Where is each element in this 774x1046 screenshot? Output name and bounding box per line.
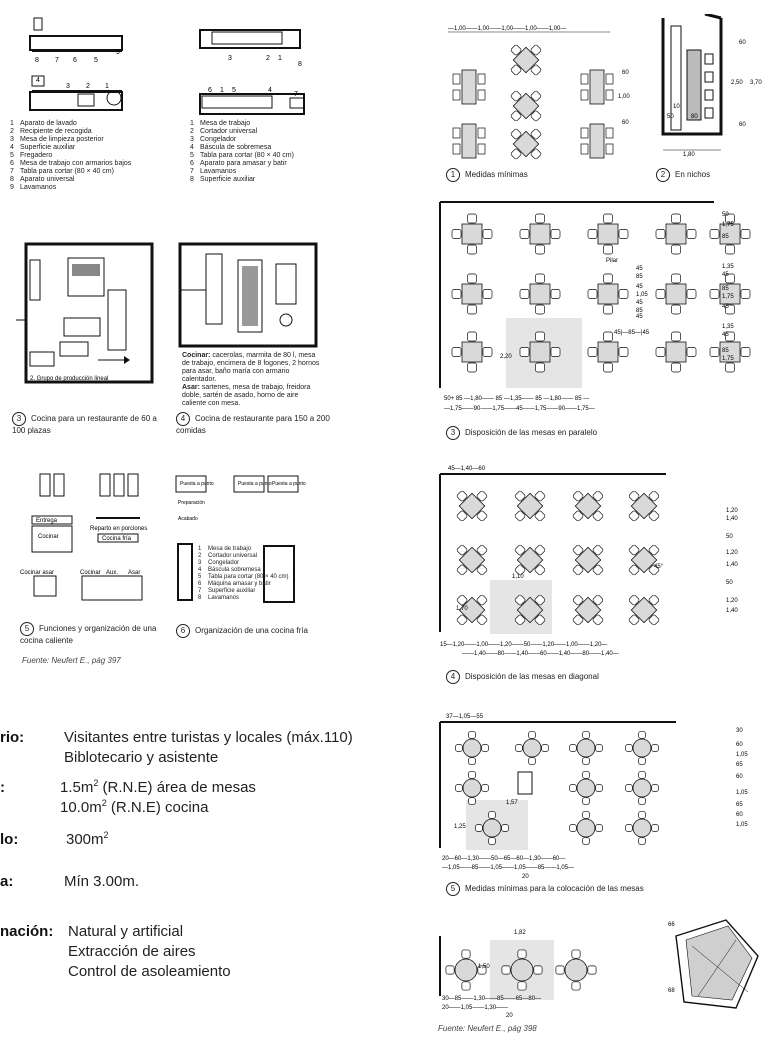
legend-text: Aparato de lavado <box>20 120 77 127</box>
dimension-label: 85 <box>636 274 643 280</box>
legend-item <box>190 168 360 176</box>
f1-v2: 1,00 <box>618 94 630 100</box>
legend-item <box>190 128 360 136</box>
right-caption-5 <box>446 882 644 896</box>
f1-v1: 60 <box>622 70 629 76</box>
req-line: Visitantes entre turistas y locales (máx.110) <box>64 729 353 746</box>
legend-text: Mesa de trabajo <box>208 546 252 552</box>
caption-text: En nichos <box>675 170 711 180</box>
note-asar-text: sartenes, mesa de trabajo, freidora doble, sartén de asado, horno de aire caliente con mesa. <box>182 384 311 407</box>
table-square <box>710 214 750 254</box>
table-square <box>656 332 696 372</box>
table-square <box>452 332 492 372</box>
req-label: a: <box>0 873 14 890</box>
req-label: nación: <box>0 923 54 940</box>
legend-item <box>10 144 180 152</box>
table-square <box>500 34 551 85</box>
legend-number: 1 <box>198 546 202 552</box>
f2-inner-b: 50 <box>667 114 674 120</box>
f3-left: 2,20 <box>500 354 512 360</box>
legend-number: 6 <box>10 160 14 167</box>
legend-item <box>198 581 288 588</box>
f6-left: 1,50 <box>478 964 490 970</box>
table-round <box>570 772 603 805</box>
caption-number: 4 <box>446 670 460 684</box>
req-value <box>60 778 256 818</box>
table-square <box>446 534 497 585</box>
dimension-label: 65 <box>736 802 743 808</box>
fig2-plan <box>198 26 318 121</box>
caption-number: 4 <box>176 412 190 426</box>
caption-number: 3 <box>446 426 460 440</box>
right-fig5 <box>436 708 770 880</box>
svg-text:9: 9 <box>116 49 120 56</box>
req-line: Extracción de aires <box>68 943 196 960</box>
right-fig6 <box>436 916 770 1020</box>
right-fig4 <box>436 462 770 658</box>
fig5-drawing <box>20 470 170 610</box>
fig1-legend <box>10 120 180 192</box>
table-square <box>452 214 492 254</box>
right-caption-4 <box>446 670 599 684</box>
svg-text:1: 1 <box>278 55 282 62</box>
legend-text: Recipiente de recogida <box>20 128 92 135</box>
f3-row-dims: 45|—85—|45 <box>614 330 650 336</box>
legend-text: Tabla para cortar (80 × 40 cm) <box>200 152 294 159</box>
table-round <box>570 732 603 765</box>
caption-text: Disposición de las mesas en paralelo <box>465 428 598 438</box>
dimension-label: 1,20 <box>726 508 738 514</box>
fig6-preparacion: Preparación <box>178 500 205 506</box>
f1-dims: —1,00——1,00——1,00——1,00——1,00— <box>448 26 567 32</box>
table-square <box>656 274 696 314</box>
svg-text:2: 2 <box>86 83 90 90</box>
table-round <box>570 812 603 845</box>
table-rect <box>453 124 485 158</box>
legend-item <box>198 574 288 581</box>
caption-number: 3 <box>12 412 26 426</box>
req-line: $300m^2$ <box>66 830 109 848</box>
dimension-label: 1,35 <box>722 324 734 330</box>
table-square <box>588 274 628 314</box>
table-square <box>562 534 613 585</box>
table-round <box>556 950 596 990</box>
caption-number: 1 <box>446 168 460 182</box>
dimension-label: 45 <box>636 300 643 306</box>
dimension-label: 45 <box>722 332 729 338</box>
legend-number: 7 <box>10 168 14 175</box>
legend-text: Tabla para cortar (80 × 40 cm) <box>208 574 289 580</box>
fig5-aux: Aux. <box>106 570 119 576</box>
svg-text:6: 6 <box>208 87 212 94</box>
svg-text:4: 4 <box>268 87 272 94</box>
table-square <box>618 534 669 585</box>
legend-text: Aparato para amasar y batir <box>200 160 287 167</box>
f5-mid: 1,57 <box>506 800 518 806</box>
right-fig3 <box>436 200 770 420</box>
legend-number: 1 <box>190 120 194 127</box>
fig6-puesta: Puesta a punto <box>180 481 214 487</box>
legend-item <box>198 588 288 595</box>
f2-b: 2,50 <box>731 80 743 86</box>
table-square <box>588 214 628 254</box>
fig6-acabado: Acabado <box>178 516 198 522</box>
svg-text:3: 3 <box>66 83 70 90</box>
right-fig2 <box>655 14 770 162</box>
caption-text: Cocina para un restaurante de 60 a 100 plazas <box>12 414 157 435</box>
legend-text: Lavamanos <box>200 168 237 175</box>
legend-text: Superficie auxiliar <box>208 588 256 594</box>
plan-a-label: 2. Grupo de producción lineal <box>30 376 109 382</box>
note-cocinar-text: cacerolas, marmita de 80 l, mesa de trabajo, encimera de 8 fogones, 2 hornos para asar, baño maría con armario calentador. <box>182 352 320 383</box>
table-round <box>456 732 489 765</box>
legend-number: 8 <box>10 176 14 183</box>
legend-text: Lavamanos <box>208 595 240 601</box>
table-square <box>656 214 696 254</box>
legend-number: 5 <box>190 152 194 159</box>
table-square <box>562 584 613 635</box>
table-square <box>452 274 492 314</box>
legend-number: 6 <box>190 160 194 167</box>
dimension-label: 45 <box>636 314 643 320</box>
f6-b3: 20 <box>506 1013 513 1019</box>
f3-b2: —1,75——90——1,75——45——1,75——90——1,75— <box>444 406 595 412</box>
legend-text: Mesa de trabajo <box>200 120 251 127</box>
fig2-legend <box>190 120 360 184</box>
dimension-label: 60 <box>736 742 743 748</box>
caption-number: 5 <box>20 622 34 636</box>
fig6-legend <box>198 546 288 602</box>
right-fig5-drawing <box>436 708 770 880</box>
req-line: Mín 3.00m. <box>64 873 140 890</box>
dimension-label: 65 <box>736 762 743 768</box>
req-line: Natural y artificial <box>68 923 184 940</box>
fig6-puesta-3: Puesta a punto <box>272 481 306 487</box>
f4-b2: ——1,40——80——1,40——60——1,40——80——1,40— <box>462 651 619 657</box>
caption-number: 6 <box>176 624 190 638</box>
svg-text:2: 2 <box>266 55 270 62</box>
caption-number: 2 <box>656 168 670 182</box>
legend-item <box>190 120 360 128</box>
f3-b1: 50+ 85 —1,80—— 85 —1,35—— 85 —1,80—— 85 — <box>444 396 590 402</box>
fig5-cocinar: Cocinar <box>38 534 59 540</box>
f2-inner-a: 10 <box>673 104 680 110</box>
legend-text: Congelador <box>200 136 237 143</box>
legend-text: Aparato universal <box>20 176 75 183</box>
req-value <box>64 728 353 768</box>
dimension-label: 1,05 <box>736 752 748 758</box>
table-round <box>456 772 489 805</box>
legend-number: 1 <box>10 120 14 127</box>
svg-text:8: 8 <box>35 57 39 64</box>
fig5-cocina-fria: Cocina fría <box>102 536 132 542</box>
fig5-reparto: Reparto en porciones <box>90 526 148 532</box>
left-caption-4 <box>176 412 336 435</box>
dimension-label: 85 <box>722 348 729 354</box>
kitchen-plan-b-drawing <box>176 240 322 350</box>
table-round <box>626 732 659 765</box>
legend-item <box>190 152 360 160</box>
req-line: Biblotecario y asistente <box>64 749 219 766</box>
table-square <box>500 118 551 168</box>
legend-number: 7 <box>198 588 202 594</box>
source-right: Fuente: Neufert E., pág 398 <box>438 1024 537 1033</box>
f2-a: 60 <box>739 40 746 46</box>
dimension-label: 1,75 <box>722 222 734 228</box>
table-square <box>446 480 497 531</box>
legend-number: 6 <box>198 581 202 587</box>
f6-d1: 66 <box>668 922 675 928</box>
fig6-puesta-2: Puesta a punto <box>238 481 272 487</box>
svg-text:5: 5 <box>94 57 98 64</box>
dimension-label: 85 <box>636 308 643 314</box>
right-fig6-drawing <box>436 916 770 1020</box>
table-round <box>446 950 486 990</box>
dimension-label: 45 <box>722 304 729 310</box>
right-caption-1 <box>446 168 528 182</box>
legend-text: Congelador <box>208 560 240 566</box>
dimension-label: 50 <box>726 580 733 586</box>
legend-item <box>198 567 288 574</box>
fig5-cocinar2: Cocinar <box>80 570 101 576</box>
caption-text: Cocina de restaurante para 150 a 200 comidas <box>176 414 330 435</box>
table-rect <box>581 124 613 158</box>
req-value <box>66 830 109 850</box>
table-square <box>618 480 669 531</box>
fig1-plan <box>28 14 128 114</box>
legend-item <box>10 160 180 168</box>
legend-item <box>10 120 180 128</box>
f1-v3: 60 <box>622 120 629 126</box>
table-round <box>626 772 659 805</box>
f5-b1: 20—60—1,30——50—65—60—1,30——60— <box>442 856 566 862</box>
table-square <box>710 332 750 372</box>
fig5-diagram <box>20 470 170 610</box>
left-caption-5 <box>20 622 170 645</box>
note-asar-title: Asar: <box>182 384 200 391</box>
legend-item <box>198 595 288 602</box>
legend-item <box>190 144 360 152</box>
f5-top: 37—1,05—55 <box>446 714 484 720</box>
left-caption-6 <box>176 624 336 638</box>
dimension-label: 85 <box>722 286 729 292</box>
right-fig4-drawing <box>436 462 770 658</box>
left-caption-3 <box>12 412 172 435</box>
legend-number: 8 <box>198 595 202 601</box>
table-round <box>626 812 659 845</box>
right-caption-2 <box>656 168 710 182</box>
fig5-asar: Asar <box>128 570 141 576</box>
legend-text: Máquina amasar y batir <box>208 581 271 587</box>
table-square <box>588 332 628 372</box>
legend-item <box>10 152 180 160</box>
req-label: : <box>0 779 5 796</box>
legend-text: Superficie auxiliar <box>20 144 76 151</box>
dimension-label: 1,40 <box>726 608 738 614</box>
dimension-label: 1,05 <box>736 822 748 828</box>
req-line: Control de asoleamiento <box>68 963 231 980</box>
legend-text: Fregadero <box>20 152 53 159</box>
legend-text: Lavamanos <box>20 184 57 191</box>
legend-number: 9 <box>10 184 14 191</box>
legend-item <box>10 168 180 176</box>
svg-text:1: 1 <box>220 87 224 94</box>
dimension-label: 30 <box>736 728 743 734</box>
f4-top: 45—1,40—60 <box>448 466 486 472</box>
legend-item <box>198 553 288 560</box>
legend-item <box>10 128 180 136</box>
right-fig3-drawing <box>436 200 770 420</box>
f6-top: 1,82 <box>514 930 526 936</box>
dimension-label: 1,05 <box>636 292 648 298</box>
caption-text: Organización de una cocina fría <box>195 626 308 636</box>
legend-item <box>198 546 288 553</box>
dimension-label: 45 <box>636 266 643 272</box>
table-round <box>516 732 549 765</box>
f2-inner-c: 80 <box>691 114 698 120</box>
legend-number: 2 <box>198 553 202 559</box>
dimension-label: 85 <box>722 234 729 240</box>
f2-d: 60 <box>739 122 746 128</box>
table-square <box>618 584 669 635</box>
f5-left: 1,25 <box>454 824 466 830</box>
legend-item <box>10 136 180 144</box>
svg-text:7: 7 <box>55 57 59 64</box>
legend-item <box>190 160 360 168</box>
svg-text:4: 4 <box>36 77 40 84</box>
fig5-cocinar-asar: Cocinar asar <box>20 570 55 576</box>
table-square <box>446 584 497 635</box>
req-line: $10.0m^2$ (R.N.E) cocina <box>60 798 209 816</box>
f4-left: 1,70 <box>456 606 468 612</box>
req-value <box>64 872 139 892</box>
dimension-label: 60 <box>736 812 743 818</box>
legend-number: 5 <box>198 574 202 580</box>
legend-item <box>10 184 180 192</box>
legend-text: Mesa de limpieza posterior <box>20 136 104 143</box>
right-caption-3 <box>446 426 597 440</box>
dimension-label: 45 <box>722 272 729 278</box>
svg-text:1: 1 <box>105 83 109 90</box>
dimension-label: 60 <box>736 774 743 780</box>
dimension-label: 50 <box>726 534 733 540</box>
right-fig2-drawing <box>655 14 770 162</box>
dimension-label: 1,40 <box>726 516 738 522</box>
f6-b1: 30—85——1,30——85——65—80— <box>442 996 542 1002</box>
req-line: $1.5m^2$ (R.N.E) área de mesas <box>60 778 256 796</box>
legend-text: Superficie auxiliar <box>200 176 256 183</box>
kitchen-note <box>182 352 322 408</box>
legend-number: 3 <box>10 136 14 143</box>
note-cocinar-title: Cocinar: <box>182 352 211 359</box>
legend-number: 4 <box>10 144 14 151</box>
dimension-label: 1,75 <box>722 294 734 300</box>
legend-text: Mesa de trabajo con armarios bajos <box>20 160 132 167</box>
right-fig1 <box>440 20 640 168</box>
svg-text:5: 5 <box>232 87 236 94</box>
caption-text: Disposición de las mesas en diagonal <box>465 672 599 682</box>
legend-number: 4 <box>190 144 194 151</box>
req-label: lo: <box>0 831 19 848</box>
caption-text: Medidas mínimas para la colocación de las mesas <box>465 884 644 894</box>
legend-number: 3 <box>198 560 202 566</box>
table-square <box>520 214 560 254</box>
svg-text:8: 8 <box>298 61 302 68</box>
dimension-label: 1,05 <box>736 790 748 796</box>
requirements-list <box>0 728 420 988</box>
svg-text:3: 3 <box>228 55 232 62</box>
table-square <box>520 274 560 314</box>
kitchen-plan-a <box>12 240 160 388</box>
dimension-label: 45 <box>636 284 643 290</box>
right-fig1-drawing <box>440 20 640 168</box>
f4-b1: 15—1,20——1,00——1,20——50——1,20——1,00——1,20— <box>440 642 608 648</box>
legend-text: Tabla para cortar (80 × 40 cm) <box>20 168 114 175</box>
legend-item <box>190 176 360 184</box>
legend-item <box>198 560 288 567</box>
table-square <box>504 480 555 531</box>
legend-number: 5 <box>10 152 14 159</box>
svg-text:6: 6 <box>73 57 77 64</box>
fig5-entrega: Entrega <box>36 518 58 524</box>
source-left: Fuente: Neufert E., pág 397 <box>22 656 121 665</box>
req-value <box>68 922 231 982</box>
fig1-plan-drawing <box>28 14 128 114</box>
dimension-label: 50 <box>722 212 729 218</box>
dimension-label: 1,40 <box>726 562 738 568</box>
dimension-label: 1,35 <box>722 264 734 270</box>
f6-b2: 20——1,05——1,30—— <box>442 1005 509 1011</box>
legend-number: 2 <box>10 128 14 135</box>
table-square <box>500 80 551 131</box>
f2-bottom: 1,80 <box>683 152 695 158</box>
f5-b2: —1,05——85——1,05——1,05——85——1,05— <box>442 865 575 871</box>
table-square <box>562 480 613 531</box>
legend-item <box>190 136 360 144</box>
fig2-plan-drawing <box>198 26 318 121</box>
legend-text: Cortador universal <box>200 128 258 135</box>
table-rect <box>581 70 613 104</box>
dimension-label: 1,75 <box>722 356 734 362</box>
legend-text: Báscula sobremesa <box>208 567 261 573</box>
legend-number: 8 <box>190 176 194 183</box>
legend-number: 3 <box>190 136 194 143</box>
req-label: rio: <box>0 729 25 746</box>
legend-item <box>10 176 180 184</box>
caption-text: Medidas mínimas <box>465 170 528 180</box>
caption-number: 5 <box>446 882 460 896</box>
f3-pilar: Pilar <box>606 258 619 264</box>
f6-d2: 68 <box>668 988 675 994</box>
table-rect <box>453 70 485 104</box>
f4-mid: 1,10 <box>512 574 524 580</box>
legend-number: 7 <box>190 168 194 175</box>
legend-text: Báscula de sobremesa <box>200 144 272 151</box>
svg-text:7: 7 <box>294 91 298 98</box>
f4-angle: 45° <box>654 564 664 570</box>
dimension-label: 1,20 <box>726 550 738 556</box>
legend-number: 4 <box>198 567 202 573</box>
kitchen-plan-a-drawing <box>12 240 160 388</box>
kitchen-plan-b <box>176 240 322 350</box>
legend-text: Cortador universal <box>208 553 258 559</box>
legend-number: 2 <box>190 128 194 135</box>
dimension-label: 1,20 <box>726 598 738 604</box>
f2-c: 3,70 <box>750 80 762 86</box>
caption-text: Funciones y organización de una cocina caliente <box>20 624 157 645</box>
f5-b3: 20 <box>522 874 529 880</box>
